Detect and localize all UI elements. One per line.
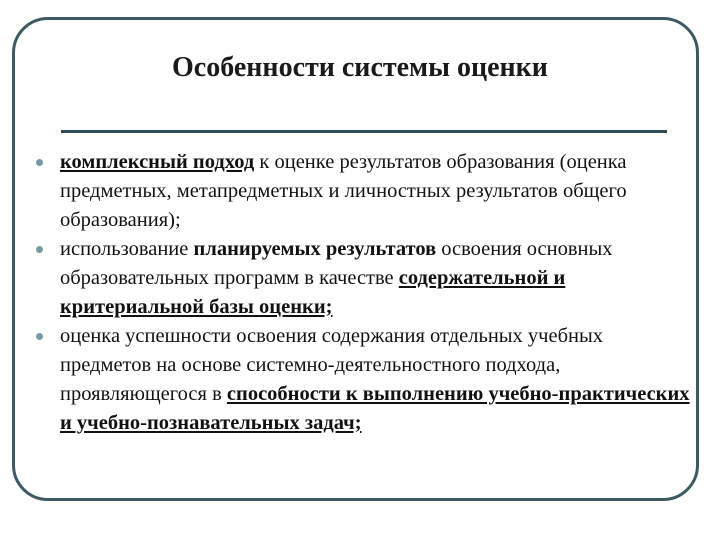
bullet-item-1 [36, 148, 696, 235]
bullet-dot-icon [36, 246, 43, 253]
bullet-dot-icon [36, 159, 43, 166]
bullet-2-part-1: использование [60, 238, 194, 260]
title-divider [61, 130, 667, 133]
bullet-3-part-2: способности к выполнению учебно-практических и учебно-познавательных задач; [60, 383, 690, 434]
bullet-1-part-1: комплексный подход [60, 151, 255, 173]
bullet-list [36, 148, 696, 438]
bullet-item-2 [36, 235, 696, 322]
bullet-dot-icon [36, 333, 43, 340]
bullet-1-part-2: к оценке результатов образования (оценка предметных, метапредметных и личностных результатов общего образования); [60, 151, 627, 231]
bullet-2-part-4: содержательной и критериальной базы оценки; [60, 267, 566, 318]
slide-title: Особенности системы оценки [172, 52, 548, 83]
bullet-3-part-1: оценка успешности освоения содержания отдельных учебных предметов на основе системно-деятельностного подхода, проявляющегося в [60, 325, 604, 405]
bullet-2-part-2: планируемых результатов [193, 238, 437, 260]
bullet-item-3 [36, 322, 696, 438]
bullet-2-part-3: освоения основных образовательных программ в качестве [60, 238, 613, 289]
